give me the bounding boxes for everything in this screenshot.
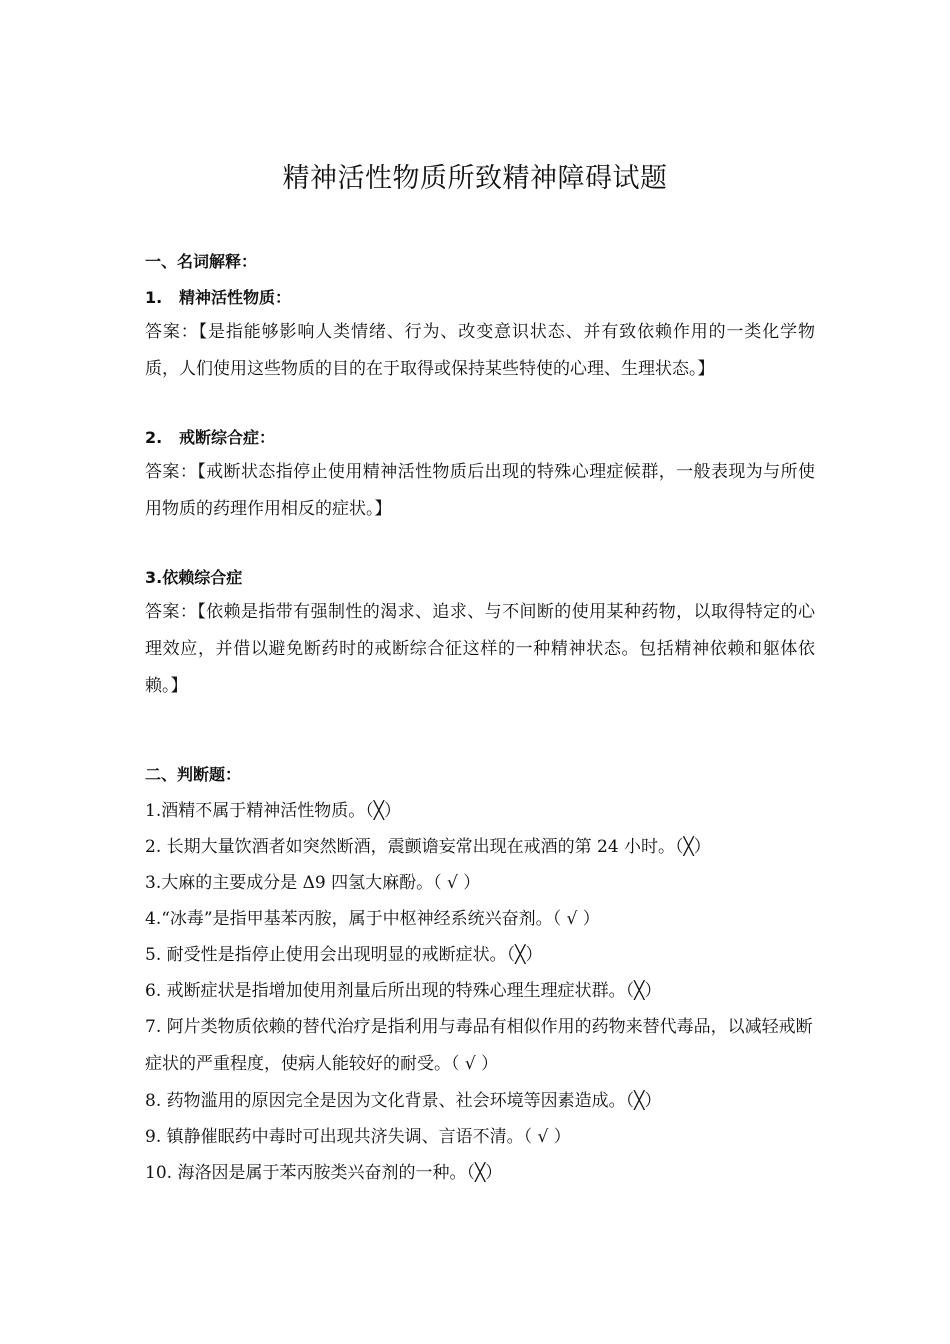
list-item: 9. 镇静催眠药中毒时可出现共济失调、言语不清。（ √ ） [145,1127,571,1147]
list-item: 3.大麻的主要成分是 Δ9 四氢大麻酚。（ √ ） [145,873,481,893]
term-answer: 答案：【依赖是指带有强制性的渴求、追求、与不间断的使用某种药物，以取得特定的心理效应，并借以避免断药时的戒断综合征这样的一种精神状态。包括精神依赖和躯体依赖。】 [145,602,815,696]
term-label: 3.依赖综合症 [145,568,243,587]
term-answer: 答案：【是指能够影响人类情绪、行为、改变意识状态、并有致依赖作用的一类化学物质，人们使用这些物质的目的在于取得或保持某些特使的心理、生理状态。】 [145,322,815,379]
list-item: 10. 海洛因是属于苯丙胺类兴奋剂的一种。（╳） [145,1163,503,1183]
term-heading [145,424,815,452]
list-item: 4.“冰毒”是指甲基苯丙胺，属于中枢神经系统兴奋剂。（ √ ） [145,909,600,929]
list-item: 8. 药物滥用的原因完全是因为文化背景、社会环境等因素造成。（╳） [145,1091,662,1111]
list-item: 5. 耐受性是指停止使用会出现明显的戒断症状。（╳） [145,945,543,965]
term-heading [145,564,815,592]
term-number: 2. [145,428,163,447]
term-label: 精神活性物质： [179,288,292,307]
term-heading [145,284,815,312]
term-number: 1. [145,288,163,307]
list-item: 7. 阿片类物质依赖的替代治疗是指利用与毒品有相似作用的药物来替代毒品，以减轻戒断症状的严重程度，使病人能较好的耐受。（ √ ） [145,1017,813,1074]
list-item: 1.酒精不属于精神活性物质。（╳） [145,801,401,821]
section-heading-true-false: 二、判断题： [145,765,242,784]
document-body [145,248,815,1191]
list-item: 6. 戒断症状是指增加使用剂量后所出现的特殊心理生理症状群。（╳） [145,981,662,1001]
true-false-list [145,793,815,1191]
list-item: 2. 长期大量饮酒者如突然断酒，震颤谵妄常出现在戒酒的第 24 小时。（╳） [145,837,711,857]
section-heading-definitions: 一、名词解释： [145,252,258,271]
term-label: 戒断综合症： [179,428,276,447]
term-answer: 答案：【戒断状态指停止使用精神活性物质后出现的特殊心理症候群，一般表现为与所使用物质的药理作用相反的症状。】 [145,462,815,519]
page-title: 精神活性物质所致精神障碍试题 [282,163,668,194]
